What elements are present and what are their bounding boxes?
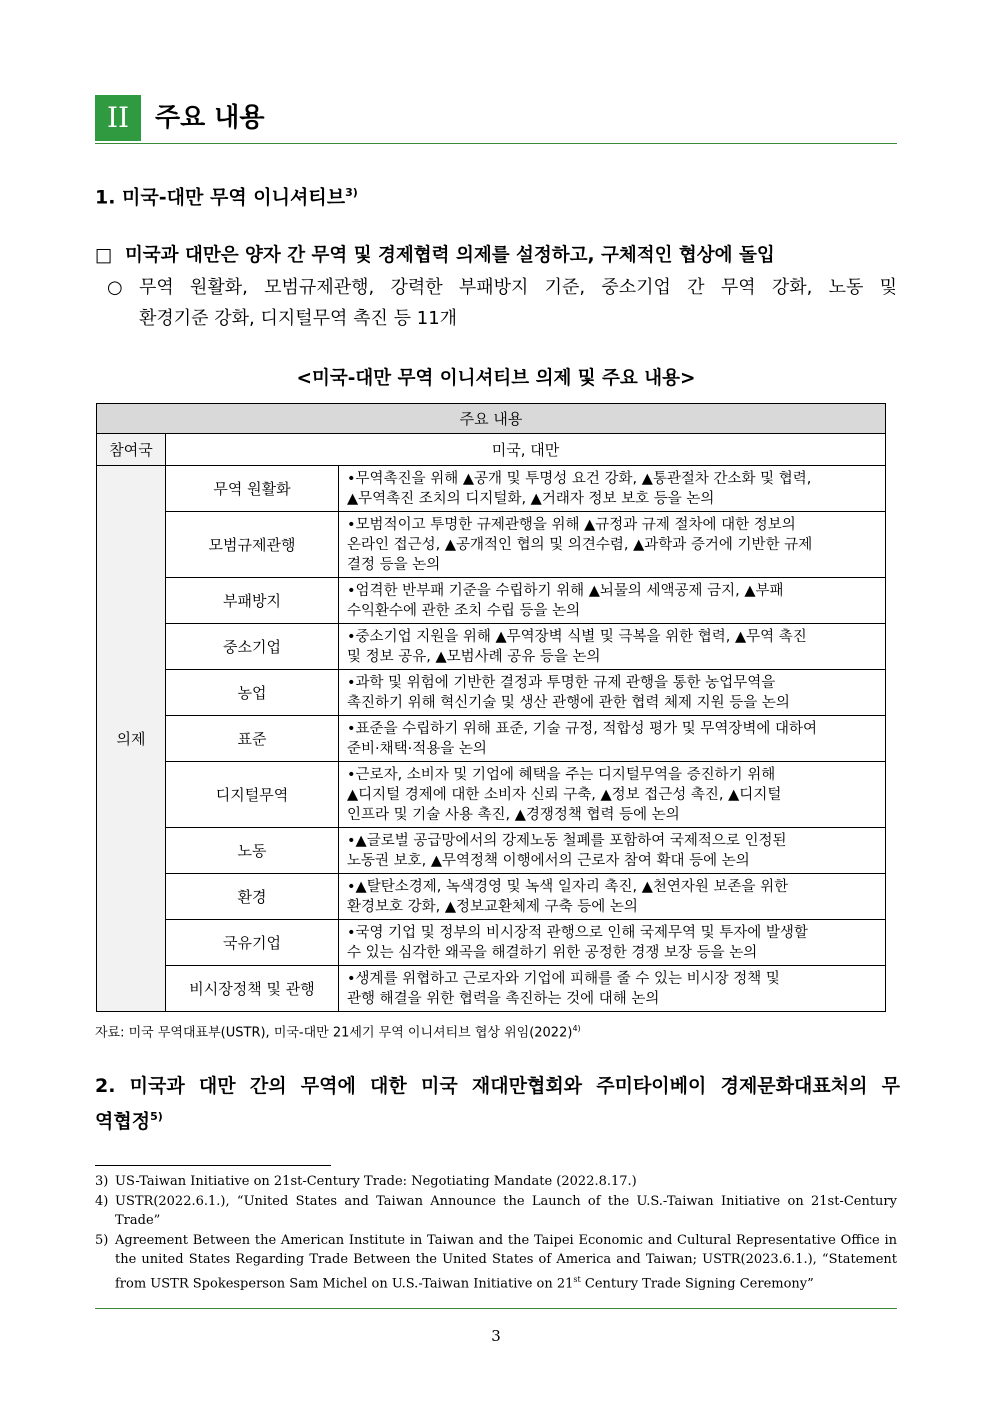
source-text: 자료: 미국 무역대표부(USTR), 미국-대만 21세기 무역 이니셔티브 협상 위임(2022) xyxy=(95,1025,573,1041)
topic-cell: 무역 원활화 xyxy=(166,466,339,512)
description-cell xyxy=(339,762,886,828)
description-line: 및 정보 공유, ▲모범사례 공유 등을 논의 xyxy=(347,648,601,665)
description-line: 촉진하기 위해 혁신기술 및 생산 관행에 관한 협력 체제 지원 등을 논의 xyxy=(347,694,790,711)
description-line: •▲글로벌 공급망에서의 강제노동 철폐를 포함하여 국제적으로 인정된 xyxy=(347,832,787,849)
table-row xyxy=(97,624,886,670)
table-row xyxy=(97,512,886,578)
description-line: •표준을 수립하기 위해 표준, 기술 규정, 적합성 평가 및 무역장벽에 대하여 xyxy=(347,720,818,737)
heading-2-line-1: 2. 미국과 대만 간의 무역에 대한 미국 재대만협회와 주미타이베이 경제문화대표처의 무 xyxy=(95,1075,900,1097)
description-line: •과학 및 위험에 기반한 결정과 투명한 규제 관행을 통한 농업무역을 xyxy=(347,674,776,691)
footnote-item xyxy=(95,1192,897,1231)
footnote-text: USTR(2022.6.1.), “United States and Taiwan Announce the Launch of the U.S.-Taiwan Initiative on 21st-Century Trade” xyxy=(115,1193,897,1228)
table-source xyxy=(95,1019,581,1043)
description-line: 수 있는 심각한 왜곡을 해결하기 위한 공정한 경쟁 보장 등을 논의 xyxy=(347,944,758,961)
agenda-label: 의제 xyxy=(97,466,166,1012)
table-row xyxy=(97,828,886,874)
footnote-number: 3) xyxy=(95,1174,109,1189)
topic-cell: 국유기업 xyxy=(166,920,339,966)
description-cell xyxy=(339,920,886,966)
footnotes xyxy=(95,1172,897,1293)
section-number-badge: II xyxy=(95,95,141,141)
circle-bullet-line-1: 무역 원활화, 모범규제관행, 강력한 부패방지 기준, 중소기업 간 무역 강화, 노동 및 xyxy=(139,277,897,298)
description-line: 인프라 및 기술 사용 촉진, ▲경쟁정책 협력 등에 논의 xyxy=(347,806,680,823)
table-row xyxy=(97,670,886,716)
table-row xyxy=(97,966,886,1012)
footnote-number: 4) xyxy=(95,1193,109,1209)
footnote-ref-4[interactable]: 4) xyxy=(572,1024,581,1033)
description-line: 관행 해결을 위한 협력을 촉진하는 것에 대해 논의 xyxy=(347,990,660,1007)
heading-1 xyxy=(95,178,900,212)
topic-cell: 표준 xyxy=(166,716,339,762)
square-bullet-text: 미국과 대만은 양자 간 무역 및 경제협력 의제를 설정하고, 구체적인 협상에 돌입 xyxy=(124,245,775,266)
description-line: ▲무역촉진 조치의 디지털화, ▲거래자 정보 보호 등을 논의 xyxy=(347,490,715,507)
description-line: •모범적이고 투명한 규제관행을 위해 ▲규정과 규제 절차에 대한 정보의 xyxy=(347,516,796,533)
description-cell xyxy=(339,578,886,624)
table-title: <미국-대만 무역 이니셔티브 의제 및 주요 내용> xyxy=(296,368,696,389)
description-line: •엄격한 반부패 기준을 수립하기 위해 ▲뇌물의 세액공제 금지, ▲부패 xyxy=(347,582,784,599)
description-cell xyxy=(339,716,886,762)
circle-bullet-mark: ○ xyxy=(107,277,123,298)
description-cell xyxy=(339,670,886,716)
footnote-text: Agreement Between the American Institute in Taiwan and the Taipei Economic and Cultural Representative Office in the united States Regarding Trade Between the United States of America and Taiwan; USTR(2023.6.1.), “Statement from USTR Spokesperson Sam Michel on U.S.-Taiwan Initiative on 21 xyxy=(115,1232,897,1291)
participant-label: 참여국 xyxy=(97,434,166,466)
description-line: •무역촉진을 위해 ▲공개 및 투명성 요건 강화, ▲통관절차 간소화 및 협력, xyxy=(347,470,812,487)
description-line: •생계를 위협하고 근로자와 기업에 피해를 줄 수 있는 비시장 정책 및 xyxy=(347,970,780,987)
description-line: •▲탈탄소경제, 녹색경영 및 녹색 일자리 촉진, ▲천연자원 보존을 위한 xyxy=(347,878,789,895)
description-cell xyxy=(339,966,886,1012)
footnote-divider xyxy=(95,1165,331,1166)
section-header xyxy=(95,95,897,144)
topic-cell: 비시장정책 및 관행 xyxy=(166,966,339,1012)
table-row xyxy=(97,762,886,828)
description-line: •근로자, 소비자 및 기업에 혜택을 주는 디지털무역을 증진하기 위해 xyxy=(347,766,776,783)
participant-value: 미국, 대만 xyxy=(166,434,886,466)
table-row xyxy=(97,716,886,762)
square-bullet-mark: □ xyxy=(95,245,113,266)
table-row xyxy=(97,466,886,512)
section-title: 주요 내용 xyxy=(155,103,265,133)
square-bullet xyxy=(95,241,900,271)
footnote-text: US-Taiwan Initiative on 21st-Century Trade: Negotiating Mandate (2022.8.17.) xyxy=(115,1174,637,1189)
description-line: 결정 등을 논의 xyxy=(347,556,441,573)
description-line: 노동권 보호, ▲무역정책 이행에서의 근로자 참여 확대 등에 논의 xyxy=(347,852,750,869)
heading-2-line-2 xyxy=(95,1102,900,1136)
agenda-table xyxy=(96,403,886,1012)
circle-bullet xyxy=(107,272,897,334)
footnote-item xyxy=(95,1172,897,1192)
footnote-number: 5) xyxy=(95,1232,109,1248)
description-line: 준비·채택·적용을 논의 xyxy=(347,740,487,757)
topic-cell: 모범규제관행 xyxy=(166,512,339,578)
description-cell xyxy=(339,624,886,670)
footnote-item xyxy=(95,1231,897,1294)
heading-1-text: 1. 미국-대만 무역 이니셔티브 xyxy=(95,186,346,209)
topic-cell: 중소기업 xyxy=(166,624,339,670)
footnote-ref-5[interactable]: 5) xyxy=(150,1110,163,1123)
footnote-superscript: st xyxy=(573,1274,581,1284)
table-row xyxy=(97,578,886,624)
bottom-divider xyxy=(95,1308,897,1309)
circle-bullet-line-2: 환경기준 강화, 디지털무역 촉진 등 11개 xyxy=(139,308,458,329)
description-line: •중소기업 지원을 위해 ▲무역장벽 식별 및 극복을 위한 협력, ▲무역 촉진 xyxy=(347,628,807,645)
description-cell xyxy=(339,828,886,874)
description-cell xyxy=(339,874,886,920)
table-row xyxy=(97,874,886,920)
topic-cell: 환경 xyxy=(166,874,339,920)
description-cell xyxy=(339,512,886,578)
table-row xyxy=(97,920,886,966)
description-cell xyxy=(339,466,886,512)
topic-cell: 농업 xyxy=(166,670,339,716)
page-number: 3 xyxy=(491,1327,501,1345)
description-line: ▲디지털 경제에 대한 소비자 신뢰 구축, ▲정보 접근성 촉진, ▲디지털 xyxy=(347,786,782,803)
description-line: 온라인 접근성, ▲공개적인 협의 및 의견수렴, ▲과학과 증거에 기반한 규제 xyxy=(347,536,813,553)
footnote-ref-3[interactable]: 3) xyxy=(345,186,358,199)
footnote-text-end: Century Trade Signing Ceremony” xyxy=(580,1275,814,1291)
description-line: •국영 기업 및 정부의 비시장적 관행으로 인해 국제무역 및 투자에 발생할 xyxy=(347,924,808,941)
description-line: 환경보호 강화, ▲정보교환체제 구축 등에 논의 xyxy=(347,898,638,915)
topic-cell: 디지털무역 xyxy=(166,762,339,828)
description-line: 수익환수에 관한 조치 수립 등을 논의 xyxy=(347,602,581,619)
table-header: 주요 내용 xyxy=(97,404,886,434)
topic-cell: 부패방지 xyxy=(166,578,339,624)
heading-2-text: 역협정 xyxy=(95,1110,151,1133)
topic-cell: 노동 xyxy=(166,828,339,874)
